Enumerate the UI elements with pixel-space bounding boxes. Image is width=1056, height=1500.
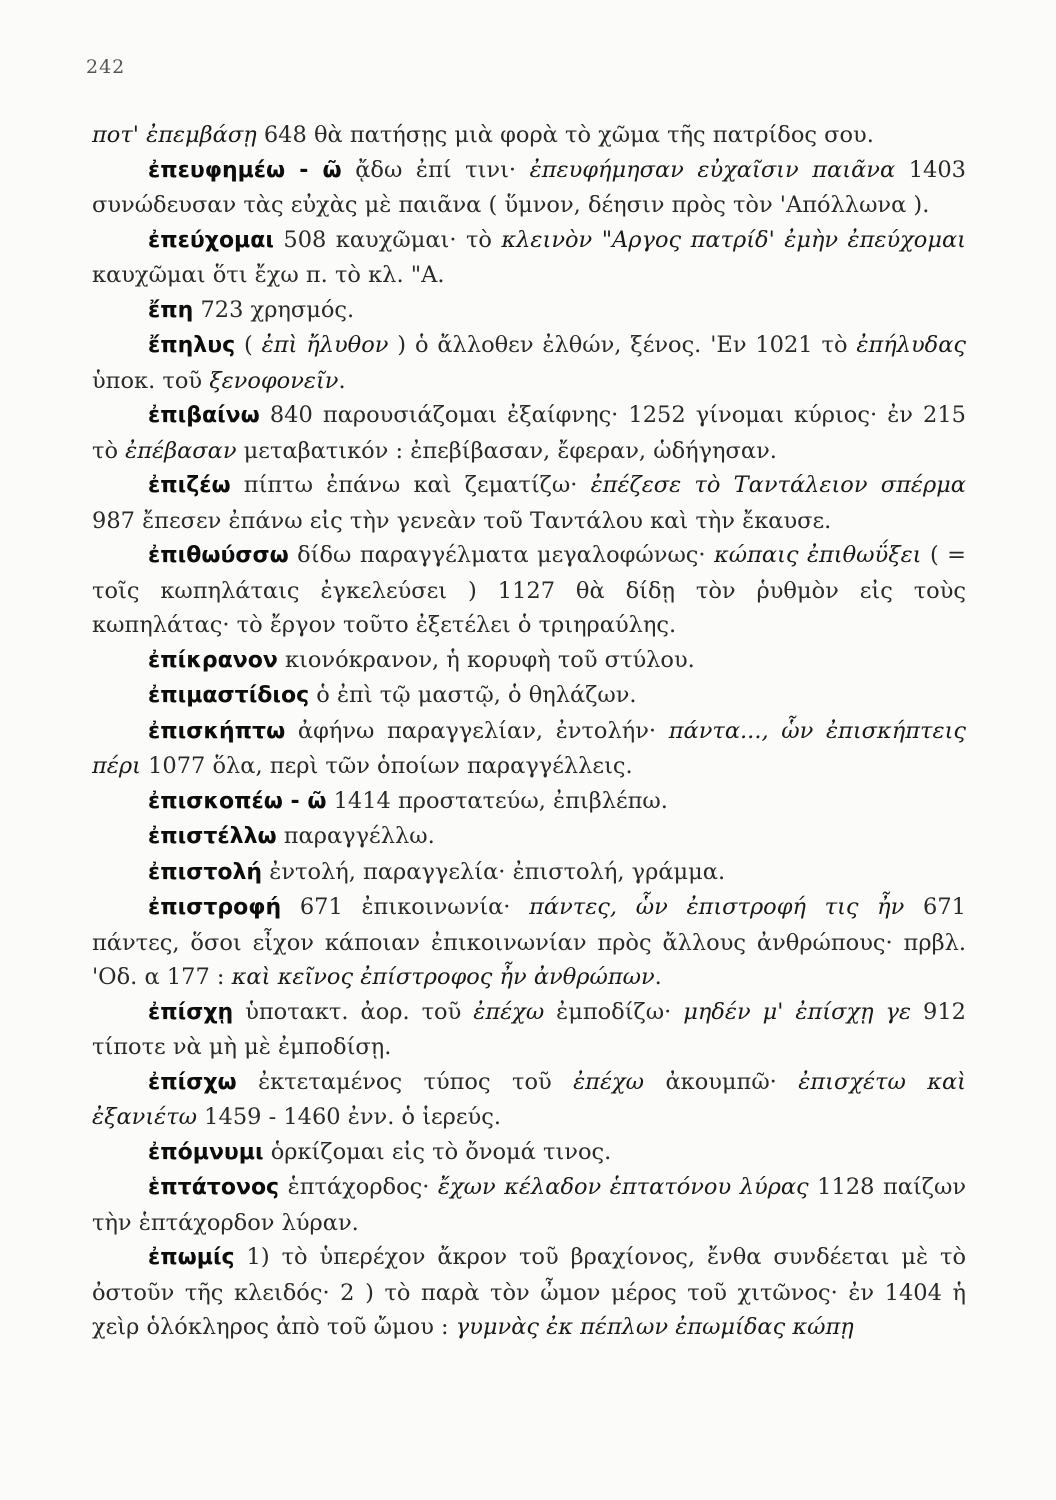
entry-definition-text: παραγγέλλω.	[276, 823, 435, 849]
entry-definition-text: 912 τίποτε νὰ μὴ μὲ ἐμποδίσῃ.	[92, 998, 966, 1060]
dictionary-entry	[92, 714, 966, 784]
entry-definition-text: ὑποκ. τοῦ	[92, 367, 210, 394]
entry-definition-text: ἀφήνω παραγγελίαν, ἐντολήν·	[285, 717, 669, 744]
dictionary-entry	[92, 468, 966, 538]
entry-headword: ἐπιστέλλω	[148, 824, 277, 849]
entry-citation-text: ἐπήλυδας	[856, 332, 966, 358]
entry-citation-text: ἐπισχέτω καὶ ἐξανιέτω	[92, 1068, 967, 1130]
entry-headword: ἐπωμίς	[148, 1245, 235, 1270]
entry-citation-text: κλεινὸν "Αργος πατρίδ' ἐμὴν ἐπεύχομαι	[501, 226, 966, 253]
entry-headword: ἐπισκοπέω - ῶ	[148, 788, 327, 814]
entry-citation-text: καὶ κεῖνος ἐπίστροφος ἦν ἀνθρώπων	[231, 964, 655, 990]
entry-headword: ἑπτάτονος	[148, 1175, 280, 1200]
entry-headword: ἐπίσχω	[148, 1069, 237, 1095]
dictionary-entry	[92, 293, 966, 329]
entry-definition-text: ᾄδω ἐπί τινι·	[341, 156, 530, 183]
entry-definition-text: 1414 προστατεύω, ἐπιβλέπω.	[326, 787, 668, 814]
entry-definition-text: ( = τοῖς κωπηλάταις ἐγκελεύσει ) 1127 θὰ δίδῃ τὸν ῥυθμὸν εἰς τοὺς κωπηλάτας· τὸ ἔργον τοῦτο ἐξετέλει ὁ τριηραύλης.	[92, 542, 967, 638]
dictionary-entry	[92, 1065, 966, 1135]
entry-citation-text: ἐπέχω	[573, 1068, 645, 1095]
entry-headword: ἐπευφημέω - ῶ	[148, 157, 342, 183]
entry-definition-text: ὑποτακτ. ἀορ. τοῦ	[233, 998, 474, 1025]
entry-definition-text: 671 ἐπικοινωνία·	[281, 894, 530, 920]
entry-definition-text: πίπτω ἐπάνω καὶ ζεματίζω·	[230, 472, 591, 498]
entry-definition-text: ἐντολή, παραγγελία· ἐπιστολή, γράμμα.	[262, 858, 726, 885]
page-number: 242	[86, 56, 126, 78]
dictionary-entry	[92, 1240, 966, 1345]
entry-citation-text: ἐπέβασαν	[125, 437, 237, 464]
entry-citation-text: ἔχων κέλαδον ἑπτατόνου λύρας	[437, 1174, 809, 1200]
entry-headword: ἔπη	[148, 297, 194, 323]
dictionary-entry	[92, 995, 966, 1065]
dictionary-entry	[92, 890, 966, 995]
entry-citation-text: ἐπέζεσε τὸ Ταντάλειον σπέρμα	[590, 472, 966, 498]
entry-citation-text: πάντα..., ὧν ἐπισκήπτεις πέρι	[92, 717, 966, 779]
entry-headword: ἐπισκήπτω	[148, 718, 286, 744]
entry-headword: ἔπηλυς	[148, 333, 236, 358]
entry-citation-text: μηδέν μ' ἐπίσχῃ γε	[683, 998, 912, 1025]
dictionary-entry	[92, 328, 966, 398]
dictionary-entry	[92, 678, 966, 714]
dictionary-entry	[92, 538, 966, 643]
entry-headword: ἐπίκρανον	[148, 647, 278, 673]
entry-definition-text: ) ὁ ἄλλοθεν ἐλθών, ξένος. 'Εν 1021 τὸ	[388, 332, 857, 358]
entry-definition-text: ὁρκίζομαι εἰς τὸ ὄνομά τινος.	[263, 1138, 612, 1165]
entry-definition-text: ἀκουμπῶ·	[644, 1068, 799, 1095]
entry-definition-text: 1459 - 1460 ἐνν. ὁ ἱερεύς.	[197, 1104, 501, 1130]
dictionary-entry	[92, 855, 966, 891]
dictionary-entry	[92, 643, 966, 679]
entry-definition-text: ὁ ἐπὶ τῷ μαστῷ, ὁ θηλάζων.	[309, 682, 637, 708]
entry-definition-text: 671 πάντες, ὅσοι εἶχον κάποιαν ἐπικοινωνίαν πρὸς ἄλλους ἀνθρώπους· πρβλ. 'Οδ. α 177 :	[92, 894, 966, 990]
dictionary-entry	[92, 118, 966, 153]
entry-headword: ἐπεύχομαι	[148, 227, 274, 253]
dictionary-entry	[92, 1135, 966, 1171]
dictionary-entry	[92, 819, 966, 855]
entry-definition-text: 1128 παίζων τὴν ἑπτάχορδον λύραν.	[92, 1174, 966, 1236]
entry-headword: ἐπιζέω	[148, 473, 231, 498]
entry-definition-text: 987 ἔπεσεν ἐπάνω εἰς τὴν γενεὰν τοῦ Ταντάλου καὶ τὴν ἔκαυσε.	[92, 507, 832, 534]
entry-citation-text: γυμνὰς ἐκ πέπλων ἐπωμίδας κώπῃ	[455, 1314, 854, 1340]
entry-citation-text: πάντες, ὧν ἐπιστροφή τις ἦν	[529, 894, 905, 920]
entry-definition-text: δίδω παραγγέλματα μεγαλοφώνως·	[288, 542, 714, 568]
entry-citation-text: ἐπέχω	[473, 998, 545, 1025]
dictionary-entry	[92, 223, 966, 293]
entry-citation-text: ἐπὶ ἤλυθον	[261, 332, 389, 358]
entry-definition-text: .	[338, 367, 346, 394]
dictionary-entry	[92, 784, 966, 820]
dictionary-entry	[92, 153, 966, 223]
dictionary-body	[92, 118, 966, 1345]
entry-headword: ἐπιβαίνω	[148, 403, 260, 428]
entry-headword: ἐπόμνυμι	[148, 1139, 264, 1165]
dictionary-entry	[92, 398, 966, 468]
entry-citation-text: κώπαις ἐπιθωΰξει	[714, 542, 922, 568]
entry-headword: ἐπιστροφή	[148, 895, 282, 920]
entry-citation-text: ἐπευφήμησαν εὐχαῖσιν παιᾶνα	[529, 156, 896, 183]
entry-definition-text: ἑπτάχορδος·	[279, 1174, 438, 1200]
entry-definition-text: μεταβατικόν : ἐπεβίβασαν, ἔφεραν, ὡδήγησαν.	[236, 437, 777, 464]
entry-citation-text: ποτ' ἐπεμβάσῃ	[92, 122, 257, 148]
entry-definition-text: ἐκτεταμένος τύπος τοῦ	[236, 1068, 574, 1095]
entry-headword: ἐπιμαστίδιος	[148, 683, 310, 708]
entry-definition-text: 508 καυχῶμαι· τὸ	[273, 226, 502, 253]
entry-definition-text: καυχῶμαι ὅτι ἔχω π. τὸ κλ. "Α.	[92, 262, 445, 288]
entry-definition-text: κιονόκρανον, ἡ κορυφὴ τοῦ στύλου.	[277, 646, 695, 673]
entry-definition-text: 1) τὸ ὑπερέχον ἄκρον τοῦ βραχίονος, ἔνθα συνδέεται μὲ τὸ ὀστοῦν τῆς κλειδός· 2 ) τὸ παρὰ τὸν ὦμον μέρος τοῦ χιτῶνος· ἐν 1404 ἡ χεὶρ ὁλόκληρος ἀπὸ τοῦ ὤμου :	[92, 1244, 966, 1340]
entry-definition-text: 840 παρουσιάζομαι ἐξαίφνης· 1252 γίνομαι κύριος· ἐν 215 τὸ	[92, 402, 966, 464]
entry-citation-text: ξενοφονεῖν	[209, 367, 339, 394]
entry-definition-text: .	[654, 964, 662, 990]
dictionary-entry	[92, 1170, 966, 1240]
entry-headword: ἐπίσχῃ	[148, 999, 234, 1025]
entry-definition-text: (	[235, 332, 262, 358]
entry-headword: ἐπιστολή	[148, 859, 263, 885]
entry-definition-text: 648 θὰ πατήσῃς μιὰ φορὰ τὸ χῶμα τῆς πατρίδος σου.	[256, 122, 874, 148]
entry-definition-text: 1403 συνώδευσαν τὰς εὐχὰς μὲ παιᾶνα ( ὕμνον, δέησιν πρὸς τὸν 'Απόλλωνα ).	[92, 156, 966, 218]
entry-definition-text: 1077 ὅλα, περὶ τῶν ὁποίων παραγγέλλεις.	[140, 753, 633, 779]
entry-headword: ἐπιθωύσσω	[148, 543, 289, 568]
entry-definition-text: 723 χρησμός.	[193, 296, 355, 323]
entry-definition-text: ἐμποδίζω·	[544, 998, 684, 1025]
